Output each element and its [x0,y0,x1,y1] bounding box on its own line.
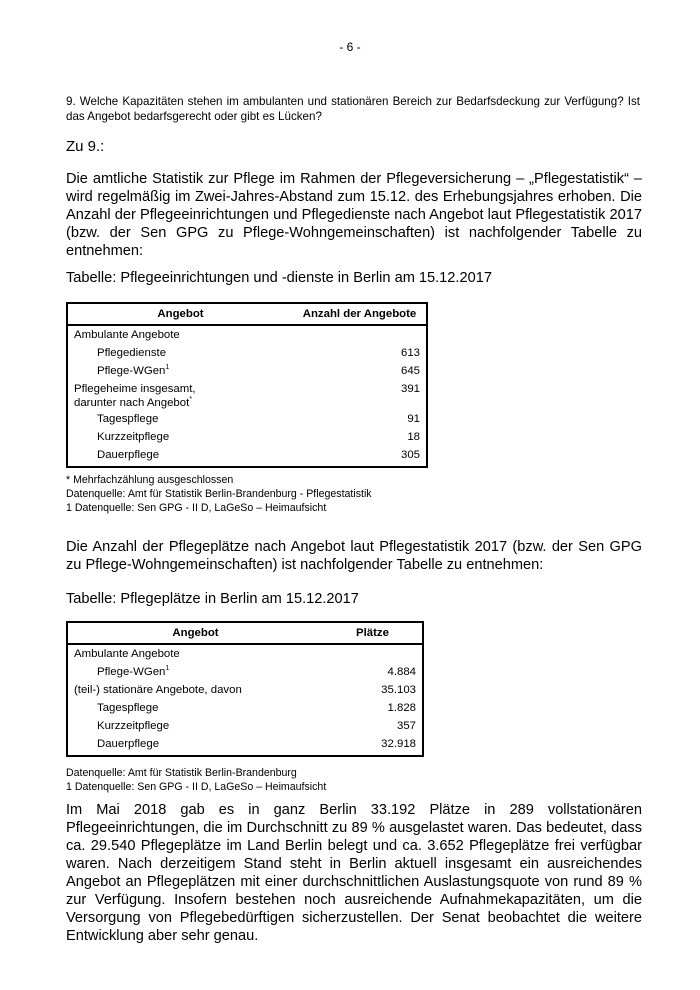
row-value: 4.884 [387,666,416,678]
table-row [67,683,423,701]
table2-caption: Tabelle: Pflegeplätze in Berlin am 15.12.2017 [66,591,359,607]
table-row [67,719,423,737]
table-pflegeplaetze [66,621,424,757]
row-value [323,644,423,665]
row-value: 91 [407,413,420,425]
table-header-row [67,303,427,325]
row-label: Kurzzeitpflege [97,720,170,732]
table-row [67,737,423,756]
column-header-anzahl: Anzahl der Angebote [293,303,427,325]
row-value: 613 [400,347,420,359]
table-header-row [67,622,423,644]
row-label: Tagespflege [97,413,159,425]
row-value: 391 [400,383,420,395]
row-value: 32.918 [381,738,416,750]
source-note: 1 Datenquelle: Sen GPG - II D, LaGeSo – Heimaufsicht [66,781,327,793]
row-label: Kurzzeitpflege [97,431,170,443]
table1-notes [66,473,372,515]
table-row [67,701,423,719]
table-row [67,346,427,364]
table-row [67,665,423,683]
row-value: 305 [400,449,420,461]
row-label: Pflegeheime insgesamt, darunter nach Angebot* [74,383,196,409]
row-label: Tagespflege [97,702,159,714]
table-row [67,644,423,665]
row-label: Ambulante Angebote [74,329,180,341]
row-value: 35.103 [381,684,416,696]
table-row [67,325,427,346]
row-value [293,325,427,346]
table2-notes [66,766,326,794]
table-pflegeeinrichtungen [66,302,428,468]
column-header-angebot: Angebot [67,622,323,644]
question-text: 9. Welche Kapazitäten stehen im ambulanten und stationären Bereich zur Bedarfsdeckung zur Verfügung? Ist das Angebot bedarfsgerecht oder gibt es Lücken? [66,95,640,123]
footnote: * Mehrfachzählung ausgeschlossen [66,474,234,486]
paragraph-conclusion: Im Mai 2018 gab es in ganz Berlin 33.192 Plätze in 289 vollstationären Pflegeeinrichtungen, die im Durchschnitt zu 89 % ausgelastet waren. Das bedeutet, dass ca. 29.540 Pflegeplätze im Land Berlin belegt und ca. 3.652 Pflegeplätze frei verfügbar waren. Nach derzeitigem Stand steht in Berlin aktuell insgesamt ein ausreichendes Angebot an Pflegeplätzen mit einer durchschnittlichen Auslastungsquote von rund 89 % zur Verfügung. Insofern bestehen noch ausreichende Aufnahmekapazitäten, um die Versorgung von Pflegebedürftigen sicherzustellen. Der Senat beobachtet die weitere Entwicklung aber sehr genau. [66,802,642,944]
row-label: Pflegedienste [97,347,167,359]
row-label: Dauerpflege [97,449,160,461]
row-label: Pflege-WGen$^1$ [97,665,170,678]
row-value: 18 [407,431,420,443]
table1-caption: Tabelle: Pflegeeinrichtungen und -dienste in Berlin am 15.12.2017 [66,270,492,286]
column-header-angebot: Angebot [67,303,293,325]
table-row [67,412,427,430]
table-row [67,448,427,467]
row-label: Pflege-WGen$^1$ [97,364,170,377]
row-value: 645 [400,365,420,377]
paragraph-intro: Die amtliche Statistik zur Pflege im Rahmen der Pflegeversicherung – „Pflegestatistik“ – wird regelmäßig im Zwei-Jahres-Abstand zum 15.12. des Erhebungsjahres erhoben. Die Anzahl der Pflegeeinrichtungen und Pflegedienste nach Angebot laut Pflegestatistik 2017 (bzw. der Sen GPG zu Pflege-Wohngemeinschaften) ist nachfolgender Tabelle zu entnehmen: [66,171,642,259]
footnote-marker: 1 [165,364,170,372]
paragraph-plaetze: Die Anzahl der Pflegeplätze nach Angebot laut Pflegestatistik 2017 (bzw. der Sen GPG zu Pflege-Wohngemeinschaften) ist nachfolgender Tabelle zu entnehmen: [66,539,642,573]
footnote-marker: 1 [165,665,170,673]
row-value: 1.828 [387,702,416,714]
answer-heading: Zu 9.: [66,138,105,155]
row-value: 357 [396,720,416,732]
source-note: Datenquelle: Amt für Statistik Berlin-Brandenburg [66,767,297,779]
table-row [67,382,427,412]
table-row [67,364,427,382]
column-header-plaetze: Plätze [323,622,423,644]
row-label: (teil-) stationäre Angebote, davon [74,684,242,696]
row-label: Ambulante Angebote [74,648,180,660]
source-note: 1 Datenquelle: Sen GPG - II D, LaGeSo – Heimaufsicht [66,502,327,514]
row-label: Dauerpflege [97,738,160,750]
table-row [67,430,427,448]
footnote-marker: * [189,396,192,404]
page-number: - 6 - [339,40,361,54]
source-note: Datenquelle: Amt für Statistik Berlin-Brandenburg - Pflegestatistik [66,488,372,500]
